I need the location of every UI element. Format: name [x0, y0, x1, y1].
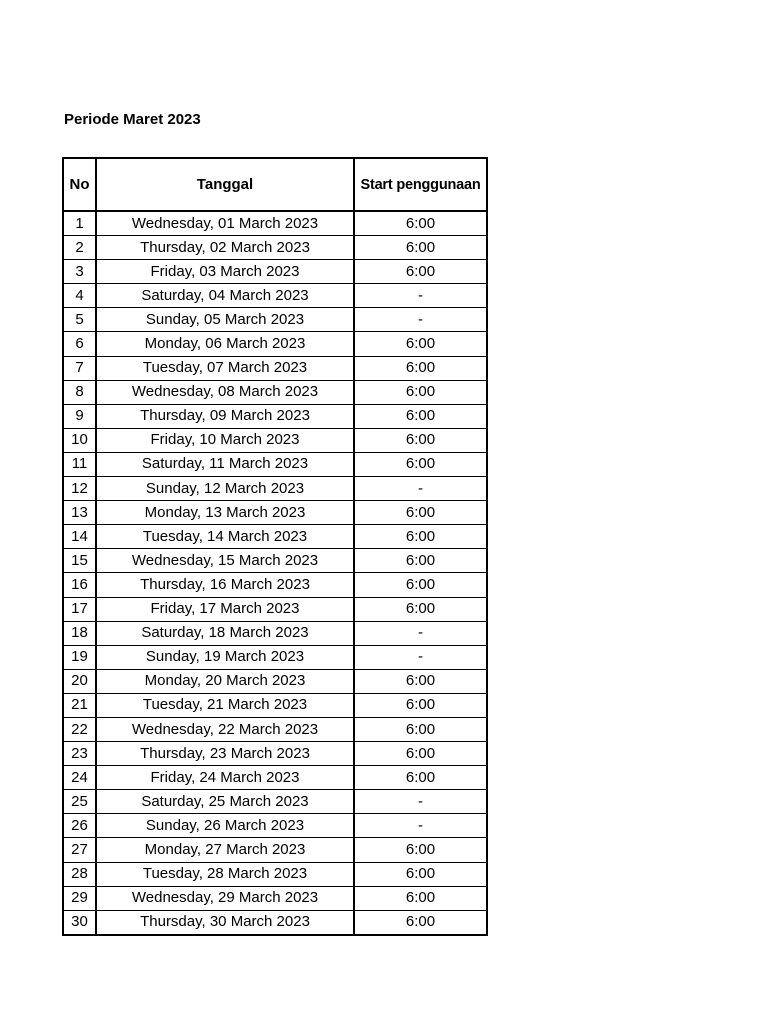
cell-no: 1 — [63, 211, 96, 236]
cell-date: Tuesday, 21 March 2023 — [96, 693, 354, 717]
table-row — [63, 236, 487, 260]
table-row — [63, 428, 487, 452]
cell-start: 6:00 — [354, 260, 487, 284]
cell-no: 21 — [63, 693, 96, 717]
cell-start: 6:00 — [354, 452, 487, 476]
cell-date: Wednesday, 29 March 2023 — [96, 886, 354, 910]
table-row — [63, 717, 487, 741]
cell-no: 9 — [63, 404, 96, 428]
table-row — [63, 669, 487, 693]
cell-date: Wednesday, 01 March 2023 — [96, 211, 354, 236]
header-start: Start penggunaan — [354, 158, 487, 211]
cell-start: 6:00 — [354, 356, 487, 380]
cell-start: 6:00 — [354, 549, 487, 573]
table-row — [63, 693, 487, 717]
cell-no: 5 — [63, 308, 96, 332]
table-row — [63, 742, 487, 766]
table-row — [63, 211, 487, 236]
cell-start: 6:00 — [354, 428, 487, 452]
cell-date: Friday, 10 March 2023 — [96, 428, 354, 452]
cell-start: 6:00 — [354, 236, 487, 260]
cell-start: 6:00 — [354, 380, 487, 404]
cell-no: 6 — [63, 332, 96, 356]
cell-no: 24 — [63, 766, 96, 790]
cell-no: 14 — [63, 525, 96, 549]
table-row — [63, 766, 487, 790]
header-date: Tanggal — [96, 158, 354, 211]
header-row — [63, 158, 487, 211]
cell-start: 6:00 — [354, 742, 487, 766]
cell-start: - — [354, 645, 487, 669]
cell-start: 6:00 — [354, 862, 487, 886]
cell-start: - — [354, 477, 487, 501]
cell-start: 6:00 — [354, 501, 487, 525]
cell-no: 22 — [63, 717, 96, 741]
table-row — [63, 356, 487, 380]
cell-start: 6:00 — [354, 211, 487, 236]
cell-no: 26 — [63, 814, 96, 838]
table-row — [63, 790, 487, 814]
cell-start: 6:00 — [354, 332, 487, 356]
cell-start: 6:00 — [354, 766, 487, 790]
cell-date: Monday, 20 March 2023 — [96, 669, 354, 693]
table-row — [63, 862, 487, 886]
table-body — [63, 211, 487, 935]
table-row — [63, 380, 487, 404]
table-row — [63, 308, 487, 332]
cell-no: 8 — [63, 380, 96, 404]
cell-date: Sunday, 05 March 2023 — [96, 308, 354, 332]
cell-date: Wednesday, 08 March 2023 — [96, 380, 354, 404]
table-row — [63, 525, 487, 549]
cell-date: Sunday, 12 March 2023 — [96, 477, 354, 501]
table-row — [63, 501, 487, 525]
cell-start: 6:00 — [354, 717, 487, 741]
table-row — [63, 597, 487, 621]
cell-no: 10 — [63, 428, 96, 452]
cell-date: Monday, 13 March 2023 — [96, 501, 354, 525]
cell-start: - — [354, 790, 487, 814]
cell-no: 7 — [63, 356, 96, 380]
cell-date: Sunday, 26 March 2023 — [96, 814, 354, 838]
page-title: Periode Maret 2023 — [64, 111, 201, 128]
cell-date: Saturday, 18 March 2023 — [96, 621, 354, 645]
table-row — [63, 452, 487, 476]
cell-no: 12 — [63, 477, 96, 501]
cell-date: Saturday, 25 March 2023 — [96, 790, 354, 814]
table-row — [63, 838, 487, 862]
cell-start: - — [354, 814, 487, 838]
table-row — [63, 814, 487, 838]
cell-start: 6:00 — [354, 910, 487, 935]
cell-no: 3 — [63, 260, 96, 284]
cell-date: Wednesday, 22 March 2023 — [96, 717, 354, 741]
cell-no: 17 — [63, 597, 96, 621]
cell-start: 6:00 — [354, 404, 487, 428]
cell-date: Friday, 24 March 2023 — [96, 766, 354, 790]
cell-date: Saturday, 11 March 2023 — [96, 452, 354, 476]
table-row — [63, 886, 487, 910]
cell-date: Friday, 03 March 2023 — [96, 260, 354, 284]
cell-no: 27 — [63, 838, 96, 862]
cell-start: 6:00 — [354, 693, 487, 717]
cell-start: - — [354, 284, 487, 308]
header-no: No — [63, 158, 96, 211]
cell-no: 16 — [63, 573, 96, 597]
schedule-table — [62, 157, 488, 936]
cell-date: Wednesday, 15 March 2023 — [96, 549, 354, 573]
cell-date: Thursday, 16 March 2023 — [96, 573, 354, 597]
cell-start: 6:00 — [354, 597, 487, 621]
cell-no: 25 — [63, 790, 96, 814]
cell-date: Tuesday, 28 March 2023 — [96, 862, 354, 886]
cell-date: Friday, 17 March 2023 — [96, 597, 354, 621]
cell-no: 28 — [63, 862, 96, 886]
table-row — [63, 260, 487, 284]
cell-start: - — [354, 308, 487, 332]
cell-start: 6:00 — [354, 886, 487, 910]
table-row — [63, 549, 487, 573]
cell-no: 15 — [63, 549, 96, 573]
table-row — [63, 477, 487, 501]
table-row — [63, 284, 487, 308]
cell-start: 6:00 — [354, 525, 487, 549]
cell-date: Thursday, 30 March 2023 — [96, 910, 354, 935]
cell-date: Saturday, 04 March 2023 — [96, 284, 354, 308]
table-row — [63, 910, 487, 935]
cell-start: 6:00 — [354, 669, 487, 693]
cell-no: 11 — [63, 452, 96, 476]
cell-date: Monday, 06 March 2023 — [96, 332, 354, 356]
cell-no: 20 — [63, 669, 96, 693]
cell-date: Monday, 27 March 2023 — [96, 838, 354, 862]
table-row — [63, 573, 487, 597]
cell-no: 13 — [63, 501, 96, 525]
cell-date: Thursday, 02 March 2023 — [96, 236, 354, 260]
cell-start: 6:00 — [354, 573, 487, 597]
cell-no: 29 — [63, 886, 96, 910]
cell-no: 18 — [63, 621, 96, 645]
cell-date: Thursday, 23 March 2023 — [96, 742, 354, 766]
cell-no: 30 — [63, 910, 96, 935]
table-row — [63, 404, 487, 428]
cell-date: Thursday, 09 March 2023 — [96, 404, 354, 428]
table-row — [63, 645, 487, 669]
table-header — [63, 158, 487, 211]
cell-start: 6:00 — [354, 838, 487, 862]
cell-start: - — [354, 621, 487, 645]
cell-date: Tuesday, 07 March 2023 — [96, 356, 354, 380]
table-row — [63, 332, 487, 356]
cell-no: 2 — [63, 236, 96, 260]
cell-no: 19 — [63, 645, 96, 669]
cell-date: Tuesday, 14 March 2023 — [96, 525, 354, 549]
cell-no: 23 — [63, 742, 96, 766]
table-row — [63, 621, 487, 645]
cell-date: Sunday, 19 March 2023 — [96, 645, 354, 669]
cell-no: 4 — [63, 284, 96, 308]
